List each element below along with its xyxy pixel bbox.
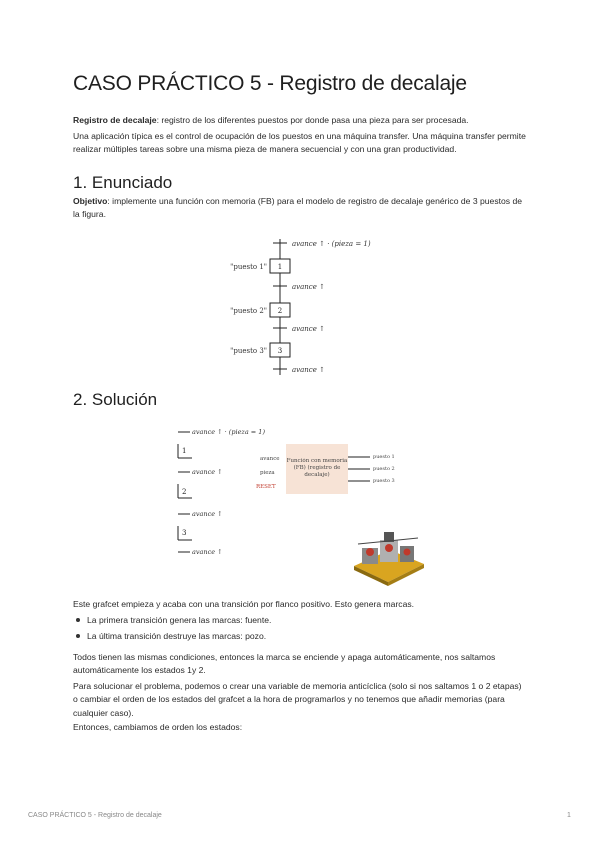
- fig2-transition-mid1: avance ↑: [192, 468, 223, 476]
- fig1-transition-mid1: avance ↑: [292, 283, 325, 291]
- fig2-transition-top: avance ↑ · (pieza = 1): [192, 428, 265, 436]
- transfer-machine-image: [348, 526, 428, 588]
- fig1-step-2: 2: [277, 307, 283, 315]
- fig1-transition-bottom: avance ↑: [292, 366, 325, 374]
- objective-label: Objetivo: [73, 196, 108, 206]
- fig1-transition-mid2: avance ↑: [292, 325, 325, 333]
- footer-title: CASO PRÁCTICO 5 - Registro de decalaje: [28, 812, 162, 819]
- fig2-step-2: 2: [182, 488, 187, 496]
- grafcet-figure-1: [220, 233, 390, 378]
- fb-block-label: Función con memoria (FB) (registro de decalaje): [286, 458, 348, 478]
- list-item: La última transición destruye las marcas: pozo.: [73, 628, 271, 644]
- fb-input-reset: RESET: [256, 484, 276, 490]
- definition-term: Registro de decalaje: [73, 115, 157, 125]
- fig1-step-1: 1: [277, 263, 283, 271]
- intro-paragraph: Una aplicación típica es el control de ocupación de los puestos en una máquina transfer. Una máquina transfer permite realizar múltiples tareas sobre una misma pieza de manera secuencial y con una gran productividad.: [73, 131, 526, 155]
- fig1-label-puesto-3: "puesto 3": [230, 347, 267, 355]
- fb-output-puesto-1: puesto 1: [373, 454, 395, 460]
- definition-paragraph: Registro de decalaje: registro de los diferentes puestos por donde pasa una pieza para ser procesada.: [73, 115, 469, 125]
- page-title: CASO PRÁCTICO 5 - Registro de decalaje: [73, 72, 467, 95]
- fig1-transition-top: avance ↑ · (pieza = 1): [292, 240, 371, 248]
- fb-output-puesto-3: puesto 3: [373, 478, 395, 484]
- section-heading-solucion: 2. Solución: [73, 390, 158, 409]
- fig2-transition-mid2: avance ↑: [192, 510, 223, 518]
- fig1-label-puesto-1: "puesto 1": [230, 263, 267, 271]
- fig2-step-3: 3: [182, 529, 187, 537]
- section-heading-enunciado: 1. Enunciado: [73, 173, 173, 192]
- fig2-step-1: 1: [182, 447, 187, 455]
- body-paragraph-2: Todos tienen las mismas condiciones, entonces la marca se enciende y apaga automáticamente, nos saltamos automáticamente los estados 1y 2.: [73, 652, 496, 676]
- fig1-label-puesto-2: "puesto 2": [230, 307, 267, 315]
- body-paragraph-4: Entonces, cambiamos de orden los estados:: [73, 722, 243, 732]
- list-item: La primera transición genera las marcas: fuente.: [73, 612, 271, 628]
- footer-page-number: 1: [567, 812, 571, 819]
- fig1-step-3: 3: [277, 347, 283, 355]
- body-paragraph-3: Para solucionar el problema, podemos o crear una variable de memoria anticíclica (solo si nos saltamos 1 o 2 etapas) o cambiar el orden de los estados del grafcet a la hora de programarlos y no tenemos que añadir memorias (para cualquier caso).: [73, 681, 522, 718]
- fb-input-pieza: pieza: [260, 470, 275, 476]
- objective-paragraph: Objetivo: implemente una función con memoria (FB) para el modelo de registro de decalaje genérico de 3 puestos de la figura.: [73, 196, 523, 220]
- fig2-transition-bottom: avance ↑: [192, 548, 223, 556]
- fb-output-puesto-2: puesto 2: [373, 466, 395, 472]
- body-paragraph-1: Este grafcet empieza y acaba con una transición por flanco positivo. Esto genera marcas.: [73, 599, 415, 609]
- bullet-list: [73, 612, 271, 644]
- fb-input-avance: avance: [260, 456, 280, 462]
